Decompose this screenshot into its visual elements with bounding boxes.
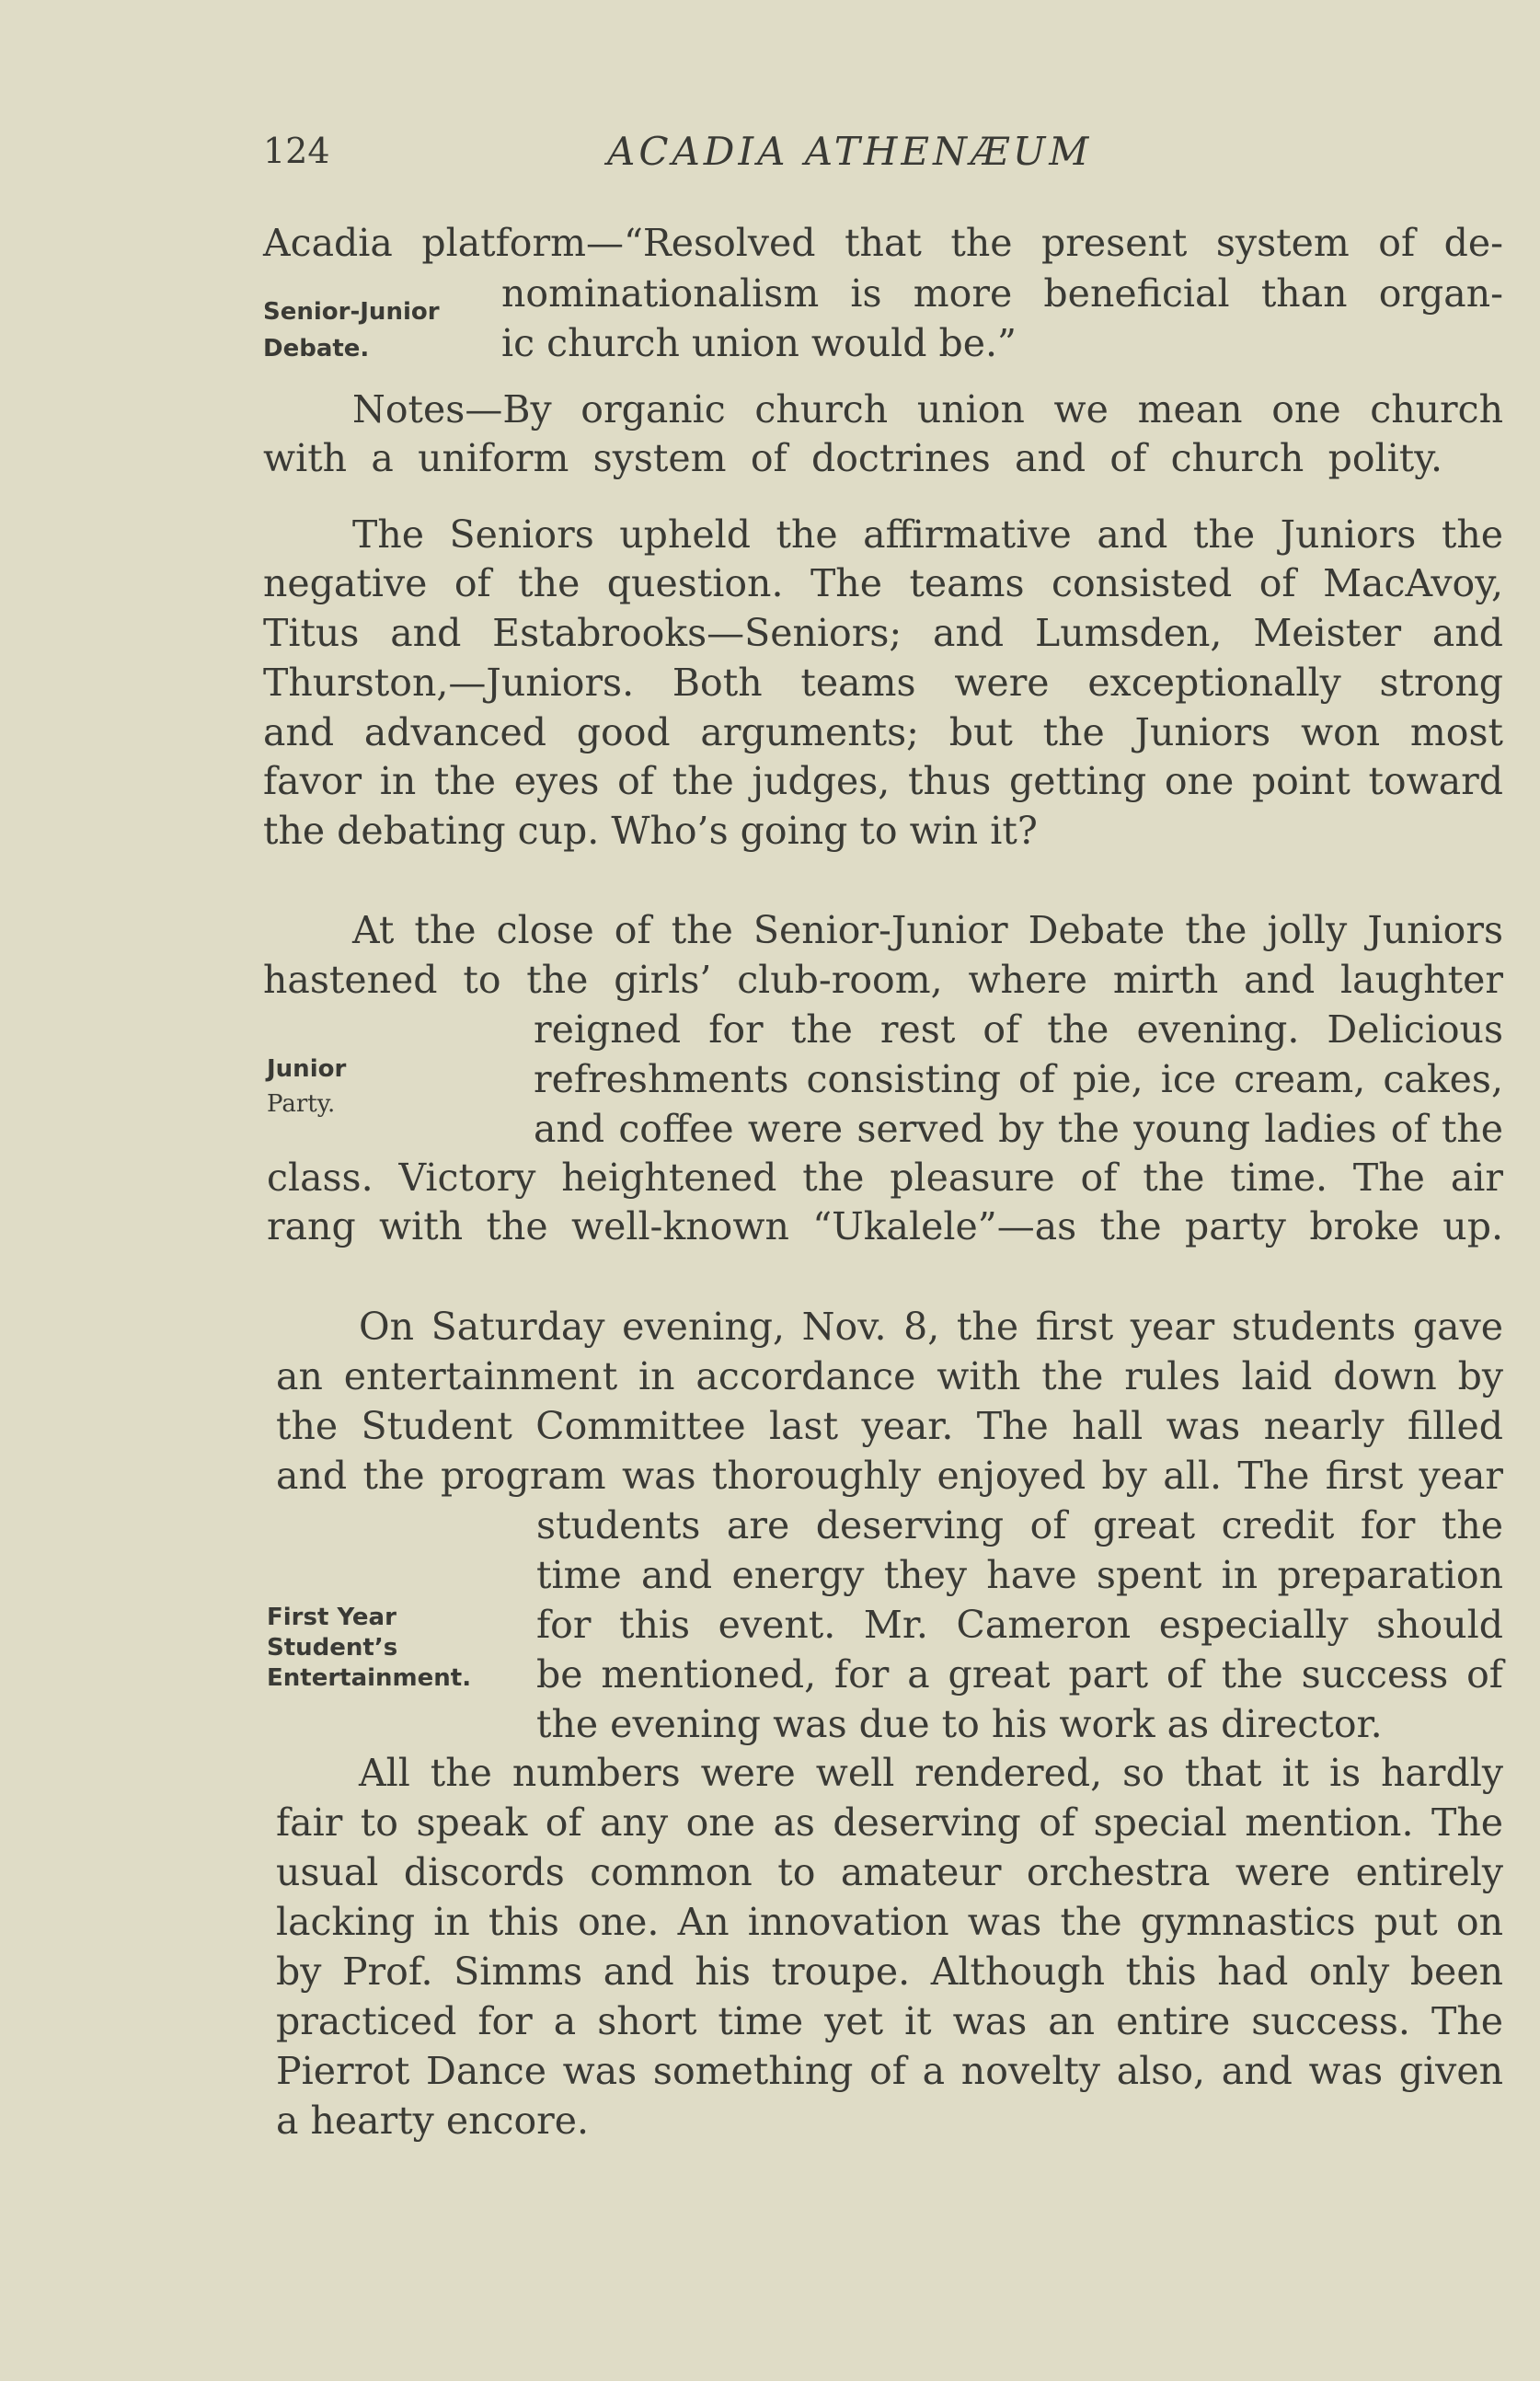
text-line: refreshments consisting of pie, ice cream, cakes, [534, 1057, 1503, 1101]
running-title: ACADIA ATHENÆUM [607, 129, 1093, 174]
text-line: the debating cup. Who’s going to win it? [263, 809, 1038, 853]
text-line: practiced for a short time yet it was an entire success. The [276, 1999, 1503, 2043]
text-line: the Student Committee last year. The hall was nearly filled [276, 1404, 1503, 1448]
text-line: At the close of the Senior-Junior Debate the jolly Juniors [352, 908, 1503, 952]
sidenote-debate: Debate. [263, 335, 370, 362]
text-line: usual discords common to amateur orchestra were entirely [276, 1850, 1503, 1894]
text-line: rang with the well-known “Ukalele”—as the party broke up. [267, 1204, 1503, 1248]
sidenote-party: Party. [267, 1090, 336, 1118]
text-line: lacking in this one. An innovation was the gymnastics put on [276, 1900, 1503, 1944]
text-line: class. Victory heightened the pleasure of the time. The air [267, 1156, 1503, 1200]
text-line: by Prof. Simms and his troupe. Although this had only been [276, 1950, 1503, 1994]
text-line: Notes—By organic church union we mean one church [352, 387, 1503, 431]
text-line: ic church union would be.” [501, 321, 1017, 365]
text-line: nominationalism is more beneficial than organ- [501, 271, 1503, 316]
text-line: time and energy they have spent in preparation [536, 1553, 1503, 1597]
text-line: hastened to the girls’ club-room, where mirth and laughter [263, 958, 1503, 1002]
text-line: Pierrot Dance was something of a novelty also, and was given [276, 2049, 1503, 2093]
sidenote-junior: Junior [267, 1055, 347, 1083]
text-line: negative of the question. The teams consisted of MacAvoy, [263, 561, 1503, 605]
text-line: the evening was due to his work as director. [536, 1702, 1383, 1746]
sidenote-senior-junior: Senior-Junior [263, 298, 440, 326]
text-line: The Seniors upheld the affirmative and the Juniors the [352, 512, 1503, 557]
text-line: Acadia platform—“Resolved that the present system of de- [263, 221, 1503, 265]
sidenote-students: Student’s [267, 1634, 398, 1662]
text-line: an entertainment in accordance with the rules laid down by [276, 1354, 1503, 1398]
text-line: reigned for the rest of the evening. Delicious [534, 1007, 1503, 1052]
sidenote-entertainment: Entertainment. [267, 1664, 472, 1692]
text-line: Thurston,—Juniors. Both teams were exceptionally strong [263, 661, 1503, 705]
text-line: students are deserving of great credit for the [536, 1503, 1503, 1547]
text-line: and coffee were served by the young ladies of the [534, 1107, 1503, 1151]
text-line: All the numbers were well rendered, so that it is hardly [359, 1751, 1503, 1795]
text-line: Titus and Estabrooks—Seniors; and Lumsden, Meister and [263, 611, 1503, 655]
sidenote-first-year: First Year [267, 1604, 396, 1631]
text-line: with a uniform system of doctrines and of church polity. [263, 436, 1442, 480]
page-number: 124 [263, 131, 330, 171]
text-line: On Saturday evening, Nov. 8, the first year students gave [359, 1305, 1503, 1349]
text-line: a hearty encore. [276, 2099, 590, 2143]
text-line: and the program was thoroughly enjoyed by all. The first year [276, 1454, 1503, 1498]
text-line: fair to speak of any one as deserving of special mention. The [276, 1800, 1503, 1845]
text-line: be mentioned, for a great part of the success of [536, 1652, 1503, 1697]
text-line: and advanced good arguments; but the Juniors won most [263, 710, 1503, 754]
text-line: for this event. Mr. Cameron especially should [536, 1603, 1503, 1647]
text-line: favor in the eyes of the judges, thus getting one point toward [263, 759, 1503, 803]
